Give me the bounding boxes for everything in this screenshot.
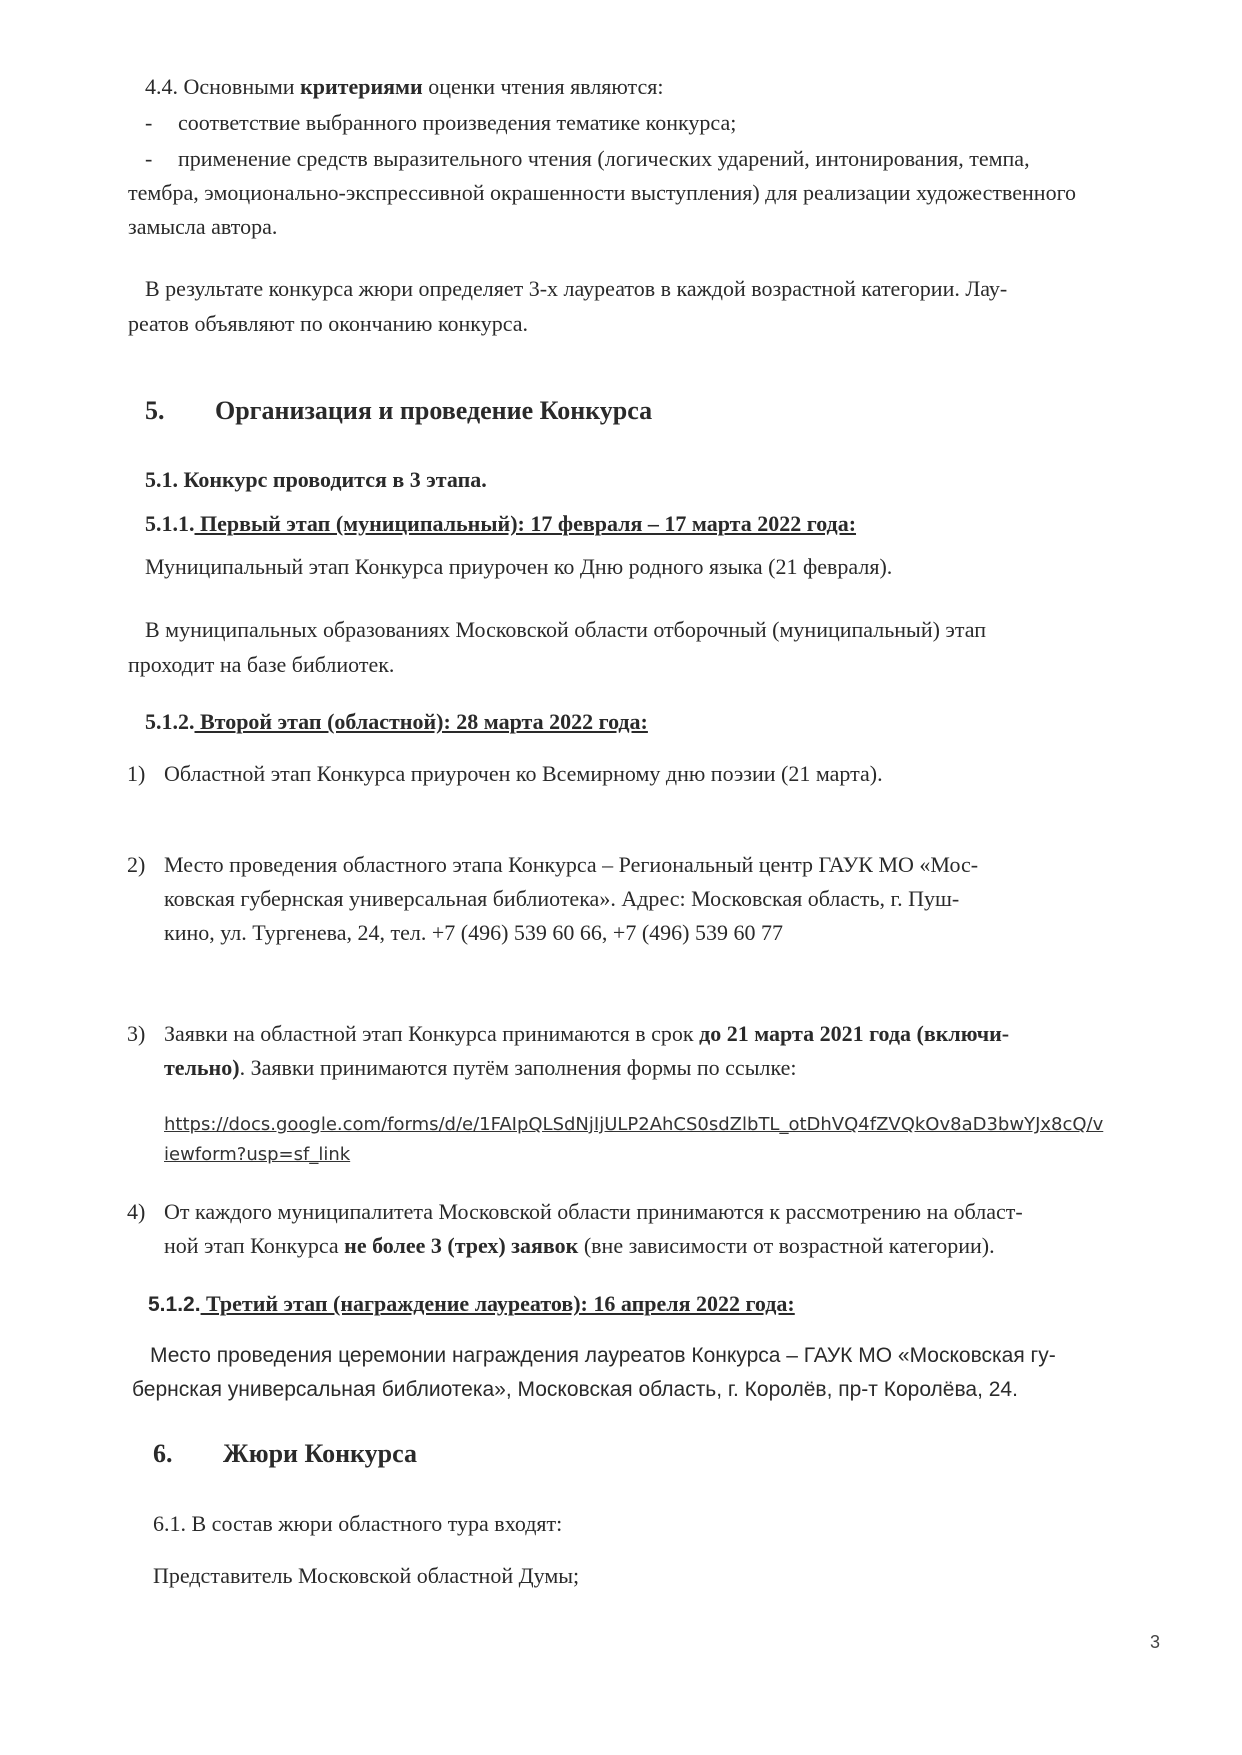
criteria-bullet-2-line-3: замысла автора. bbox=[128, 214, 278, 239]
section-5-1-3-line-1: Место проведения церемонии награждения лауреатов Конкурса – ГАУК МО «Московская гу- bbox=[150, 1344, 1056, 1367]
list-item-4: 4) От каждого муниципалитета Московской области принимаются к рассмотрению на област- bbox=[127, 1199, 1023, 1224]
list-item-4-line-2: ной этап Конкурса не более 3 (трех) заявок (вне зависимости от возрастной категории). bbox=[164, 1233, 995, 1258]
section-6-heading: 6. Жюри Конкурса bbox=[153, 1439, 417, 1468]
form-link-line-2[interactable]: iewform?usp=sf_link bbox=[164, 1144, 351, 1165]
section-5-1-3-line-2: бернская универсальная библиотека», Московская область, г. Королёв, пр-т Королёва, 24. bbox=[132, 1378, 1018, 1401]
laureates-line-1: В результате конкурса жюри определяет 3-х лауреатов в каждой возрастной категории. Лау- bbox=[145, 276, 1008, 301]
list-item-2-line-3: кино, ул. Тургенева, 24, тел. +7 (496) 539 60 66, +7 (496) 539 60 77 bbox=[164, 920, 783, 945]
page-number: 3 bbox=[1150, 1632, 1161, 1652]
list-item-1: 1) Областной этап Конкурса приурочен ко Всемирному дню поэзии (21 марта). bbox=[127, 761, 883, 786]
list-item-2: 2) Место проведения областного этапа Конкурса – Региональный центр ГАУК МО «Мос- bbox=[127, 852, 979, 877]
section-5-1: 5.1. Конкурс проводится в 3 этапа. bbox=[145, 467, 487, 492]
list-item-3: 3) Заявки на областной этап Конкурса принимаются в срок до 21 марта 2021 года (включи- bbox=[127, 1021, 1010, 1046]
section-5-1-2-heading: 5.1.2. Второй этап (областной): 28 марта 2022 года: bbox=[145, 709, 648, 734]
section-5-1-1-heading: 5.1.1. Первый этап (муниципальный): 17 февраля – 17 марта 2022 года: bbox=[145, 511, 857, 536]
list-item-3-line-2: тельно). Заявки принимаются путём заполнения формы по ссылке: bbox=[164, 1055, 797, 1080]
form-link-line-1[interactable]: https://docs.google.com/forms/d/e/1FAIpQLSdNjIjULP2AhCS0sdZlbTL_otDhVQ4fZVQkOv8aD3bwYJx8cQ/v bbox=[164, 1114, 1104, 1135]
list-item-2-line-2: ковская губернская универсальная библиотека». Адрес: Московская область, г. Пуш- bbox=[164, 886, 960, 911]
laureates-line-2: реатов объявляют по окончанию конкурса. bbox=[128, 311, 528, 336]
section-5-heading: 5. Организация и проведение Конкурса bbox=[145, 396, 653, 425]
form-link[interactable] bbox=[164, 1110, 1164, 1170]
section-5-1-1-text: Муниципальный этап Конкурса приурочен ко Дню родного языка (21 февраля). bbox=[145, 554, 893, 579]
section-5-1-3-heading: 5.1.2. Третий этап (награждение лауреатов): 16 апреля 2022 года: bbox=[148, 1291, 795, 1316]
jury-member-1: Представитель Московской областной Думы; bbox=[153, 1563, 580, 1588]
section-6-1: 6.1. В состав жюри областного тура входят: bbox=[153, 1511, 563, 1536]
section-5-1-1-text2-line-2: проходит на базе библиотек. bbox=[128, 652, 395, 677]
criteria-intro: 4.4. Основными критериями оценки чтения являются: bbox=[145, 74, 664, 99]
criteria-bullet-1: - соответствие выбранного произведения тематике конкурса; bbox=[145, 110, 737, 135]
criteria-bullet-2-line-2: тембра, эмоционально-экспрессивной окрашенности выступления) для реализации художественного bbox=[128, 180, 1077, 205]
section-5-1-1-text2-line-1: В муниципальных образованиях Московской области отборочный (муниципальный) этап bbox=[145, 617, 986, 642]
criteria-bullet-2: - применение средств выразительного чтения (логических ударений, интонирования, темпа, bbox=[145, 146, 1030, 171]
